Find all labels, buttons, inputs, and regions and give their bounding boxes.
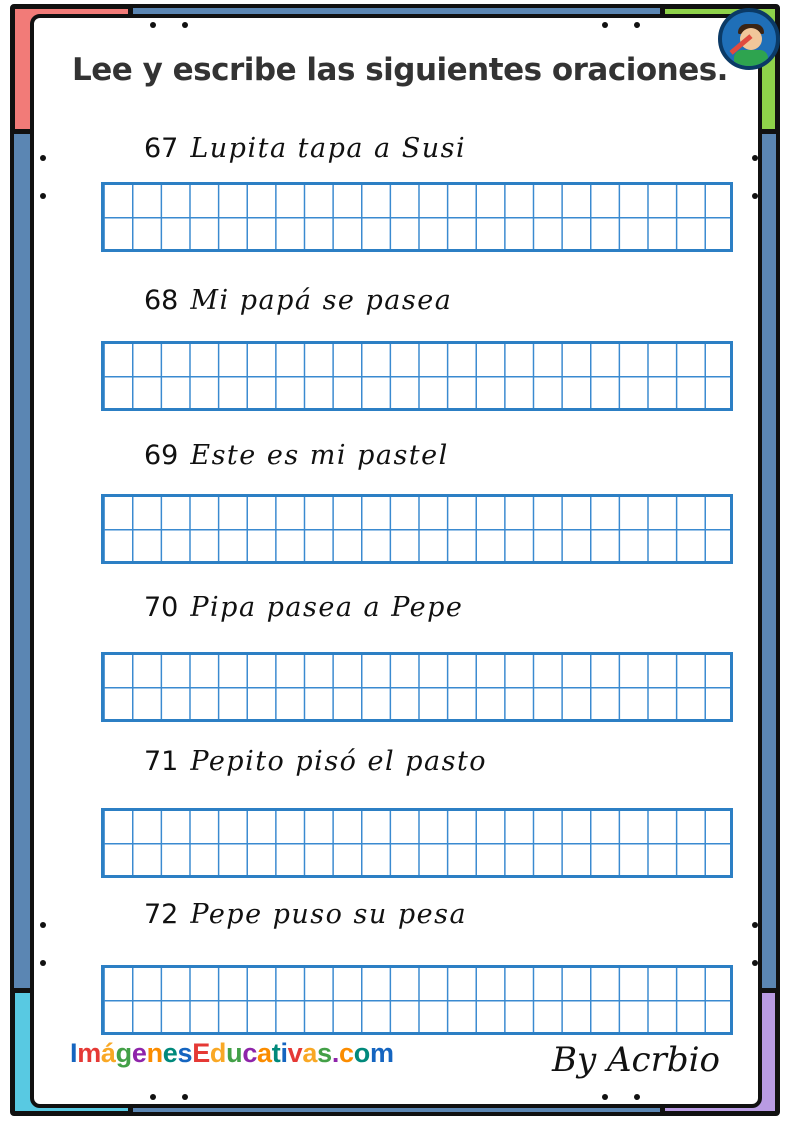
writing-grid[interactable] — [101, 652, 733, 722]
dot-icon — [182, 22, 188, 28]
writing-grid[interactable] — [101, 341, 733, 411]
exercise-number: 68 — [144, 284, 179, 316]
dot-icon — [40, 155, 46, 161]
exercise-sentence: Pepito pisó el pasto — [190, 745, 488, 777]
exercise-prompt — [144, 130, 466, 166]
exercise-prompt — [144, 282, 452, 318]
dot-icon — [150, 22, 156, 28]
dot-icon — [40, 960, 46, 966]
dot-icon — [752, 193, 758, 199]
writing-grid[interactable] — [101, 965, 733, 1035]
exercise-prompt — [144, 589, 463, 625]
exercise-sentence: Pipa pasea a Pepe — [190, 591, 464, 623]
exercise-number: 71 — [144, 745, 179, 777]
exercise-number: 67 — [144, 132, 179, 164]
dot-icon — [602, 22, 608, 28]
writing-grid[interactable] — [101, 494, 733, 564]
exercise-sentence: Mi papá se pasea — [190, 284, 453, 316]
dot-icon — [752, 922, 758, 928]
dot-icon — [752, 155, 758, 161]
page-title: Lee y escribe las siguientes oraciones. — [72, 52, 728, 88]
dot-icon — [182, 1094, 188, 1100]
exercise-number: 69 — [144, 439, 179, 471]
exercise-sentence: Pepe puso su pesa — [190, 898, 468, 930]
dot-icon — [752, 960, 758, 966]
dot-icon — [40, 193, 46, 199]
dot-icon — [634, 1094, 640, 1100]
writing-grid[interactable] — [101, 182, 733, 252]
writing-grid[interactable] — [101, 808, 733, 878]
exercise-number: 70 — [144, 591, 179, 623]
brand-logo-text: ImágenesEducativas.com — [70, 1038, 394, 1068]
dot-icon — [602, 1094, 608, 1100]
exercise-prompt — [144, 896, 467, 932]
exercise-sentence: Este es mi pastel — [190, 439, 449, 471]
exercise-prompt — [144, 437, 449, 473]
exercise-sentence: Lupita tapa a Susi — [190, 132, 467, 164]
exercise-number: 72 — [144, 898, 179, 930]
dot-icon — [634, 22, 640, 28]
dot-icon — [150, 1094, 156, 1100]
exercise-prompt — [144, 743, 487, 779]
dot-icon — [40, 922, 46, 928]
author-signature: By Acrbio — [552, 1040, 720, 1080]
